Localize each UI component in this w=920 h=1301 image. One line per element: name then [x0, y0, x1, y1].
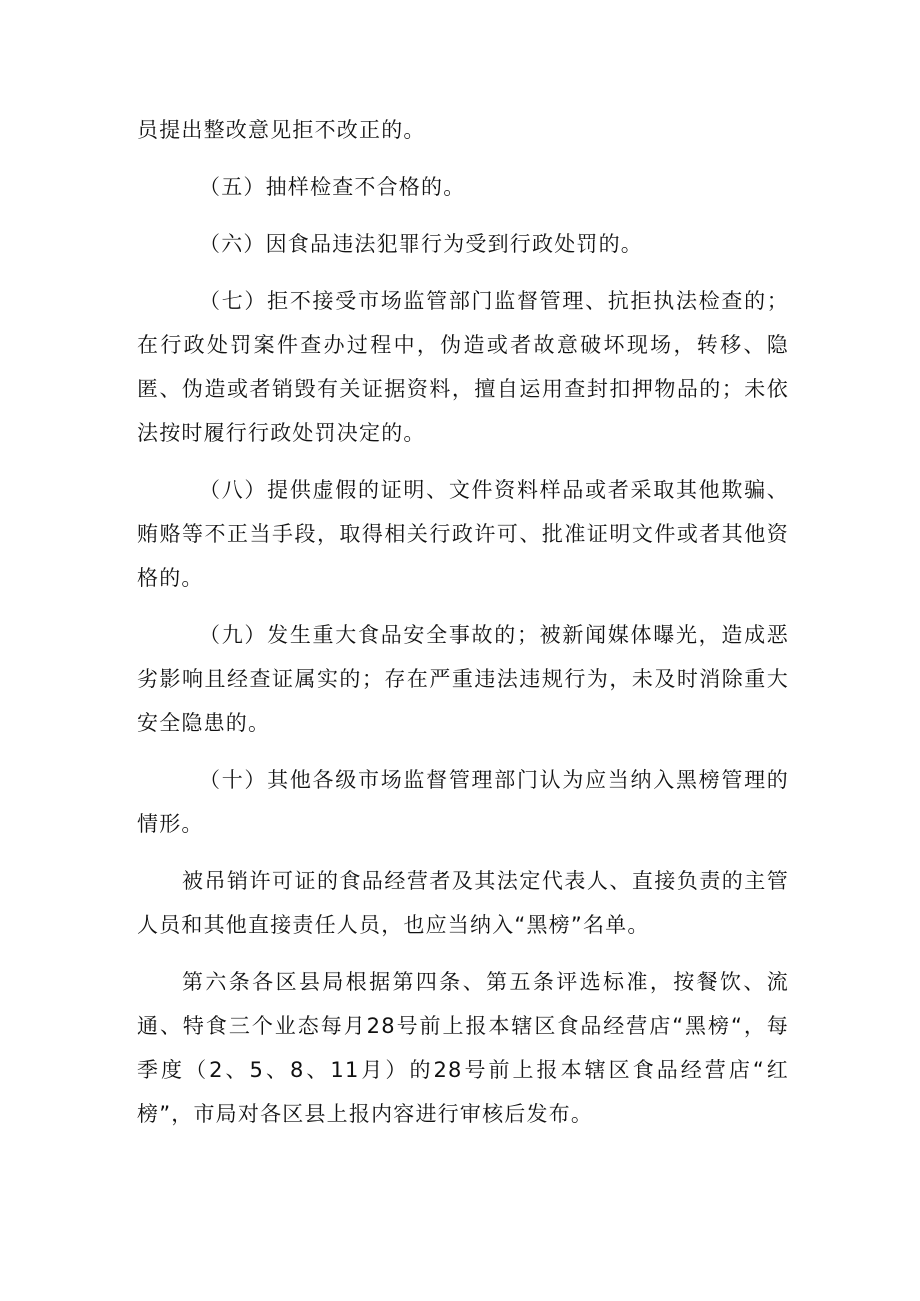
- paragraph-item-8: （八）提供虚假的证明、文件资料样品或者采取其他欺骗、贿赂等不正当手段，取得相关行政许可、批准证明文件或者其他资格的。: [137, 478, 789, 590]
- paragraph-revoked-license: 被吊销许可证的食品经营者及其法定代表人、直接负责的主管人员和其他直接责任人员，也应当纳入“黑榜”名单。: [137, 869, 789, 937]
- paragraph-article-6: 第六条各区县局根据第四条、第五条评选标准，按餐饮、流通、特食三个业态每月28号前上报本辖区食品经营店“黑榜“，每季度（2、5、8、11月）的28号前上报本辖区食品经营店“红榜”，市局对各区县上报内容进行审核后发布。: [137, 970, 789, 1126]
- paragraph-item-9: （九）发生重大食品安全事故的；被新闻媒体曝光，造成恶劣影响且经查证属实的；存在严重违法违规行为，未及时消除重大安全隐患的。: [137, 623, 789, 735]
- paragraph-item-7: （七）拒不接受市场监管部门监督管理、抗拒执法检查的；在行政处罚案件查办过程中，伪造或者故意破坏现场，转移、隐匿、伪造或者销毁有关证据资料，擅自运用查封扣押物品的；未依法按时履行行政处罚决定的。: [137, 289, 789, 445]
- paragraph-item-6: （六）因食品违法犯罪行为受到行政处罚的。: [199, 232, 643, 256]
- paragraph-item-5: （五）抽样检查不合格的。: [199, 175, 466, 199]
- document-body: [137, 108, 789, 1149]
- paragraph-item-10: （十）其他各级市场监督管理部门认为应当纳入黑榜管理的情形。: [137, 768, 789, 836]
- paragraph-continuation: 员提出整改意见拒不改正的。: [137, 118, 426, 142]
